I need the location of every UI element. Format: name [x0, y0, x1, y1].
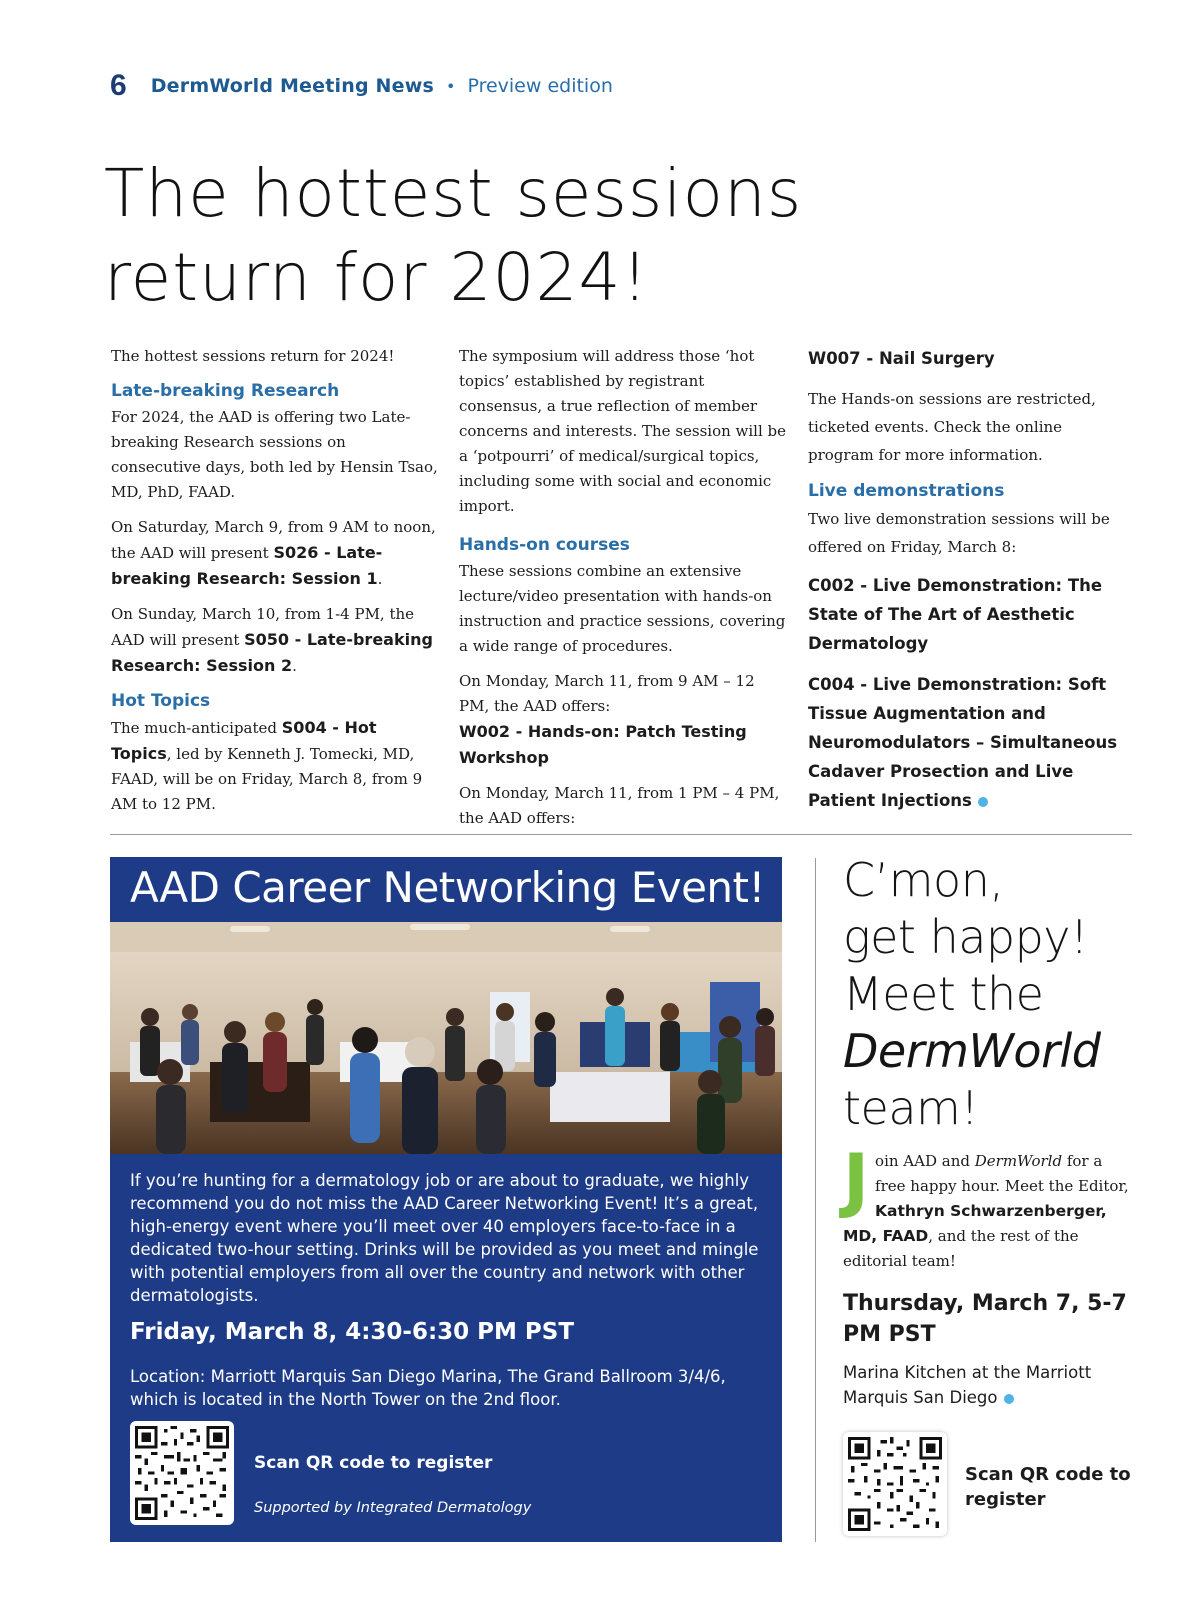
- sidebar-qr-code[interactable]: [843, 1432, 947, 1536]
- career-scan-label: Scan QR code to register: [254, 1453, 493, 1473]
- dropcap-letter: J: [843, 1139, 870, 1221]
- session-c002: C002 - Live Demonstration: The State of The Art of Aesthetic Dermatology: [808, 576, 1103, 653]
- session-w007: W007 - Nail Surgery: [808, 349, 995, 368]
- hands-on-paragraph-2: On Monday, March 11, from 9 AM – 12 PM, the AAD offers: W002 - Hands-on: Patch Testing Workshop: [459, 672, 755, 767]
- session-s004: S004 - Hot Topics: [111, 718, 377, 763]
- page-number: 6: [110, 69, 127, 102]
- career-ad-date: Friday, March 8, 4:30-6:30 PM PST: [130, 1319, 575, 1345]
- editor-name: Kathryn Schwarzenberger, MD, FAAD: [843, 1202, 1107, 1245]
- sidebar-date: Thursday, March 7, 5-7 PM PST: [843, 1291, 1127, 1347]
- live-demo-paragraph: Two live demonstration sessions will be offered on Friday, March 8:: [808, 510, 1110, 556]
- hands-on-restriction-note: The Hands-on sessions are restricted, ticketed events. Check the online program for more information.: [808, 390, 1096, 464]
- edition-label: Preview edition: [467, 75, 613, 97]
- sidebar-body: Join AAD and DermWorld for a free happy hour. Meet the Editor, Kathryn Schwarzenberger, MD, FAAD, and the rest of the editorial team!: [843, 1139, 1129, 1270]
- article-column-1: [111, 344, 439, 827]
- sidebar-divider: [815, 858, 816, 1542]
- sidebar-title: C’mon, get happy! Meet the DermWorld team!: [843, 853, 1101, 1135]
- hands-on-paragraph-3: On Monday, March 11, from 1 PM – 4 PM, the AAD offers:: [459, 784, 780, 827]
- career-ad-location: Location: Marriott Marquis San Diego Marina, The Grand Ballroom 3/4/6, which is located in the North Tower on the 2nd floor.: [130, 1367, 726, 1409]
- headline-line-2: return for 2024!: [104, 239, 649, 316]
- headline-line-1: The hottest sessions: [104, 155, 803, 232]
- late-breaking-paragraph-3: On Sunday, March 10, from 1-4 PM, the AAD will present S050 - Late-breaking Research: Session 2.: [111, 605, 433, 675]
- article-column-3: [808, 344, 1130, 827]
- career-ad-title: AAD Career Networking Event!: [130, 863, 765, 912]
- late-breaking-heading: Late-breaking Research: [111, 381, 340, 401]
- intro-text: The hottest sessions return for 2024!: [111, 347, 395, 365]
- live-demo-heading: Live demonstrations: [808, 481, 1005, 501]
- sidebar-scan-label: Scan QR code to register: [965, 1464, 1131, 1510]
- qr-code-icon: [135, 1426, 229, 1520]
- session-c004: C004 - Live Demonstration: Soft Tissue Augmentation and Neuromodulators – Simultaneous Cadaver Prosection and Live Patient Injections: [808, 675, 1118, 810]
- career-networking-ad: [110, 857, 782, 1542]
- career-sponsor-note: Supported by Integrated Dermatology: [254, 1500, 532, 1516]
- hands-on-paragraph-1: These sessions combine an extensive lecture/video presentation with hands-on instruction and practice sessions, covering a wide range of procedures.: [459, 562, 786, 655]
- session-s050: S050 - Late-breaking Research: Session 2: [111, 630, 433, 675]
- symposium-paragraph: The symposium will address those ‘hot topics’ established by registrant consensus, a true reflection of member concerns and interests. The session will be a ‘potpourri’ of medical/surgical topics, including some with social and economic import.: [459, 347, 787, 515]
- qr-code-icon: [848, 1437, 942, 1531]
- late-breaking-paragraph-1: For 2024, the AAD is offering two Late-breaking Research sessions on consecutive days, both led by Hensin Tsao, MD, PhD, FAAD.: [111, 408, 438, 501]
- late-breaking-paragraph-2: On Saturday, March 9, from 9 AM to noon, the AAD will present S026 - Late-breaking Research: Session 1.: [111, 518, 436, 588]
- hot-topics-heading: Hot Topics: [111, 691, 211, 711]
- session-w002: W002 - Hands-on: Patch Testing Workshop: [459, 722, 747, 767]
- career-qr-code[interactable]: [130, 1421, 234, 1525]
- sidebar-end-dot: [1004, 1394, 1014, 1404]
- hands-on-heading: Hands-on courses: [459, 535, 630, 555]
- end-of-article-dot: [978, 797, 988, 807]
- event-photo: [110, 922, 782, 1154]
- hot-topics-paragraph: The much-anticipated S004 - Hot Topics, led by Kenneth J. Tomecki, MD, FAAD, will be on Friday, March 8, from 9 AM to 12 PM.: [111, 718, 423, 813]
- sidebar-location: Marina Kitchen at the Marriott Marquis San Diego: [843, 1363, 1092, 1407]
- article-column-2: [459, 344, 789, 841]
- career-ad-body: If you’re hunting for a dermatology job or are about to graduate, we highly recommend you do not miss the AAD Career Networking Event! It’s a great, high-energy event where you’ll meet over 40 employers face-to-face in a dedicated two-hour setting. Drinks will be provided as you meet and mingle with potential employers from all over the country and network with other dermatologists.: [130, 1171, 759, 1305]
- session-s026: S026 - Late-breaking Research: Session 1: [111, 543, 383, 588]
- happy-hour-sidebar: [843, 852, 1133, 1410]
- page-headline: [104, 152, 864, 320]
- event-photo-illustration: [110, 922, 782, 1154]
- header-separator: •: [446, 76, 456, 96]
- page-header: [110, 68, 613, 104]
- section-divider: [110, 834, 1132, 835]
- publication-name: DermWorld Meeting News: [150, 75, 435, 97]
